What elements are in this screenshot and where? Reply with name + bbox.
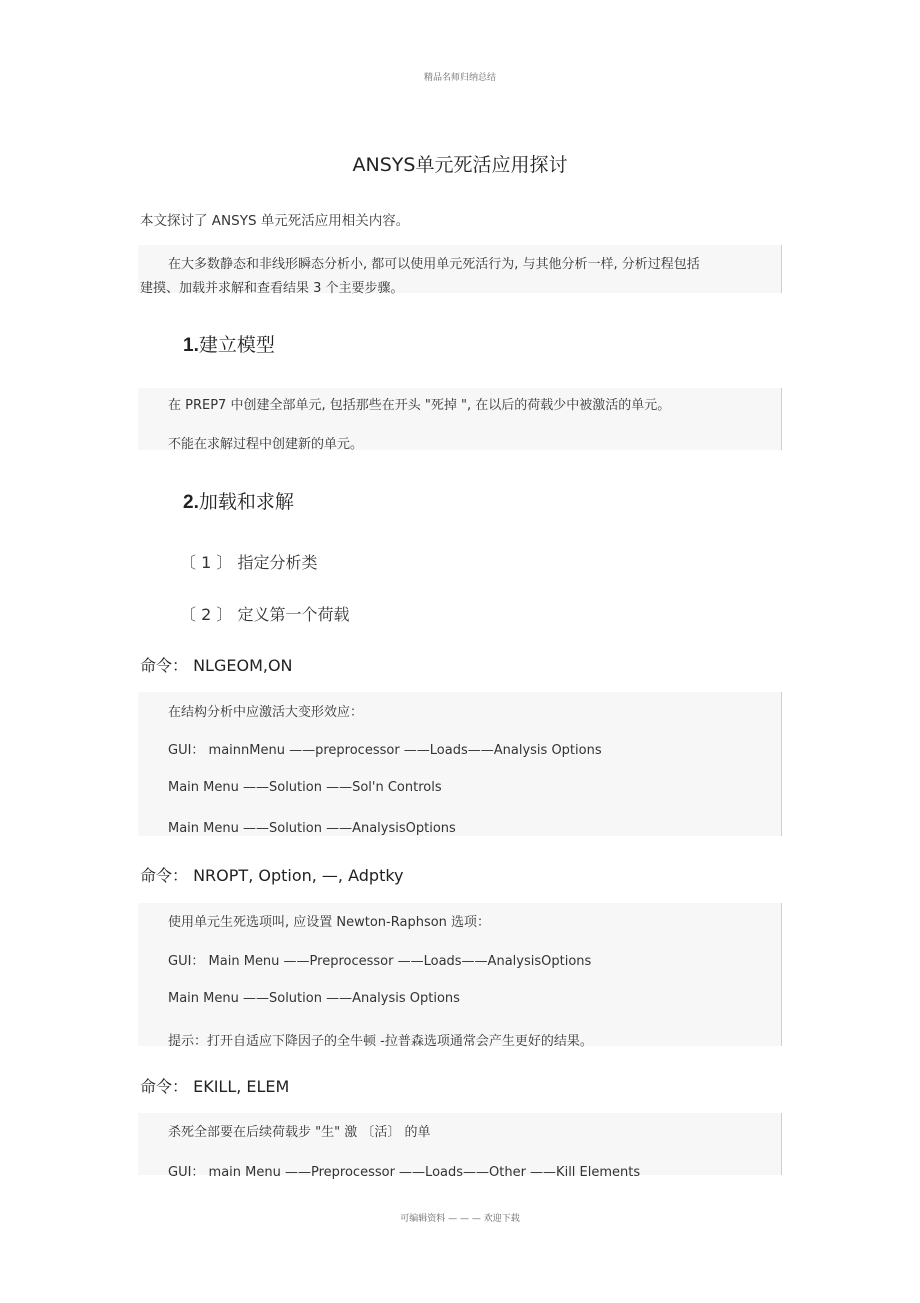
nlgeom-box <box>138 692 782 836</box>
page-header: 精品名师归纳总结 <box>423 73 496 83</box>
nropt-line-3: Main Menu ——Solution ——Analysis Options <box>168 991 460 1006</box>
section-title: 加载和求解 <box>198 491 294 513</box>
intro-paragraph: 本文探讨了 ANSYS 单元死活应用相关内容。 <box>140 213 410 229</box>
section-number: 1. <box>183 335 199 356</box>
nlgeom-line-2: GUI： mainnMenu ——preprocessor ——Loads——Analysis Options <box>168 743 602 758</box>
nropt-line-1: 使用单元生死选项叫, 应设置 Newton-Raphson 选项： <box>168 915 491 930</box>
nropt-line-4: 提示：打开自适应下降因子的全牛顿 -拉普森选项通常会产生更好的结果。 <box>168 1034 593 1049</box>
step-1: 〔 1 〕 指定分析类 <box>180 553 318 572</box>
model-line-1: 在 PREP7 中创建全部单元, 包括那些在开头 "死掉 ", 在以后的荷载少中被激活的单元。 <box>168 398 671 413</box>
overview-line-1: 在大多数静态和非线形瞬态分析小, 都可以使用单元死活行为, 与其他分析一样, 分析过程包括 <box>168 257 700 272</box>
section-title: 建立模型 <box>198 334 275 356</box>
section-heading-load-solve <box>183 487 294 514</box>
nropt-box <box>138 903 782 1049</box>
section-heading-build-model <box>183 330 275 357</box>
document-title: ANSYS单元死活应用探讨 <box>352 154 568 176</box>
ekill-line-1: 杀死全部要在后续荷载步 "生" 激 〔活〕 的单 <box>168 1125 431 1140</box>
ekill-line-2: GUI： main Menu ——Preprocessor ——Loads——Other ——Kill Elements <box>168 1165 641 1180</box>
step-2: 〔 2 〕 定义第一个荷载 <box>180 605 350 624</box>
command-nlgeom: 命令： NLGEOM,ON <box>140 656 293 675</box>
overview-line-2: 建摸、加载并求解和查看结果 3 个主要步骤。 <box>140 281 404 296</box>
nlgeom-line-4: Main Menu ——Solution ——AnalysisOptions <box>168 821 456 836</box>
overview-box <box>138 245 782 296</box>
command-nropt: 命令： NROPT, Option, —, Adptky <box>140 866 404 885</box>
ekill-box <box>138 1113 782 1180</box>
nlgeom-line-1: 在结构分析中应激活大变形效应： <box>168 705 364 720</box>
model-box <box>138 388 782 450</box>
nropt-line-2: GUI： Main Menu ——Preprocessor ——Loads——AnalysisOptions <box>168 954 592 969</box>
page-footer: 可编辑资料 — — — 欢迎下载 <box>400 1214 520 1224</box>
model-line-2: 不能在求解过程中创建新的单元。 <box>168 437 364 452</box>
command-ekill: 命令： EKILL, ELEM <box>140 1077 290 1096</box>
nlgeom-line-3: Main Menu ——Solution ——Sol'n Controls <box>168 780 442 795</box>
section-number: 2. <box>183 492 199 513</box>
